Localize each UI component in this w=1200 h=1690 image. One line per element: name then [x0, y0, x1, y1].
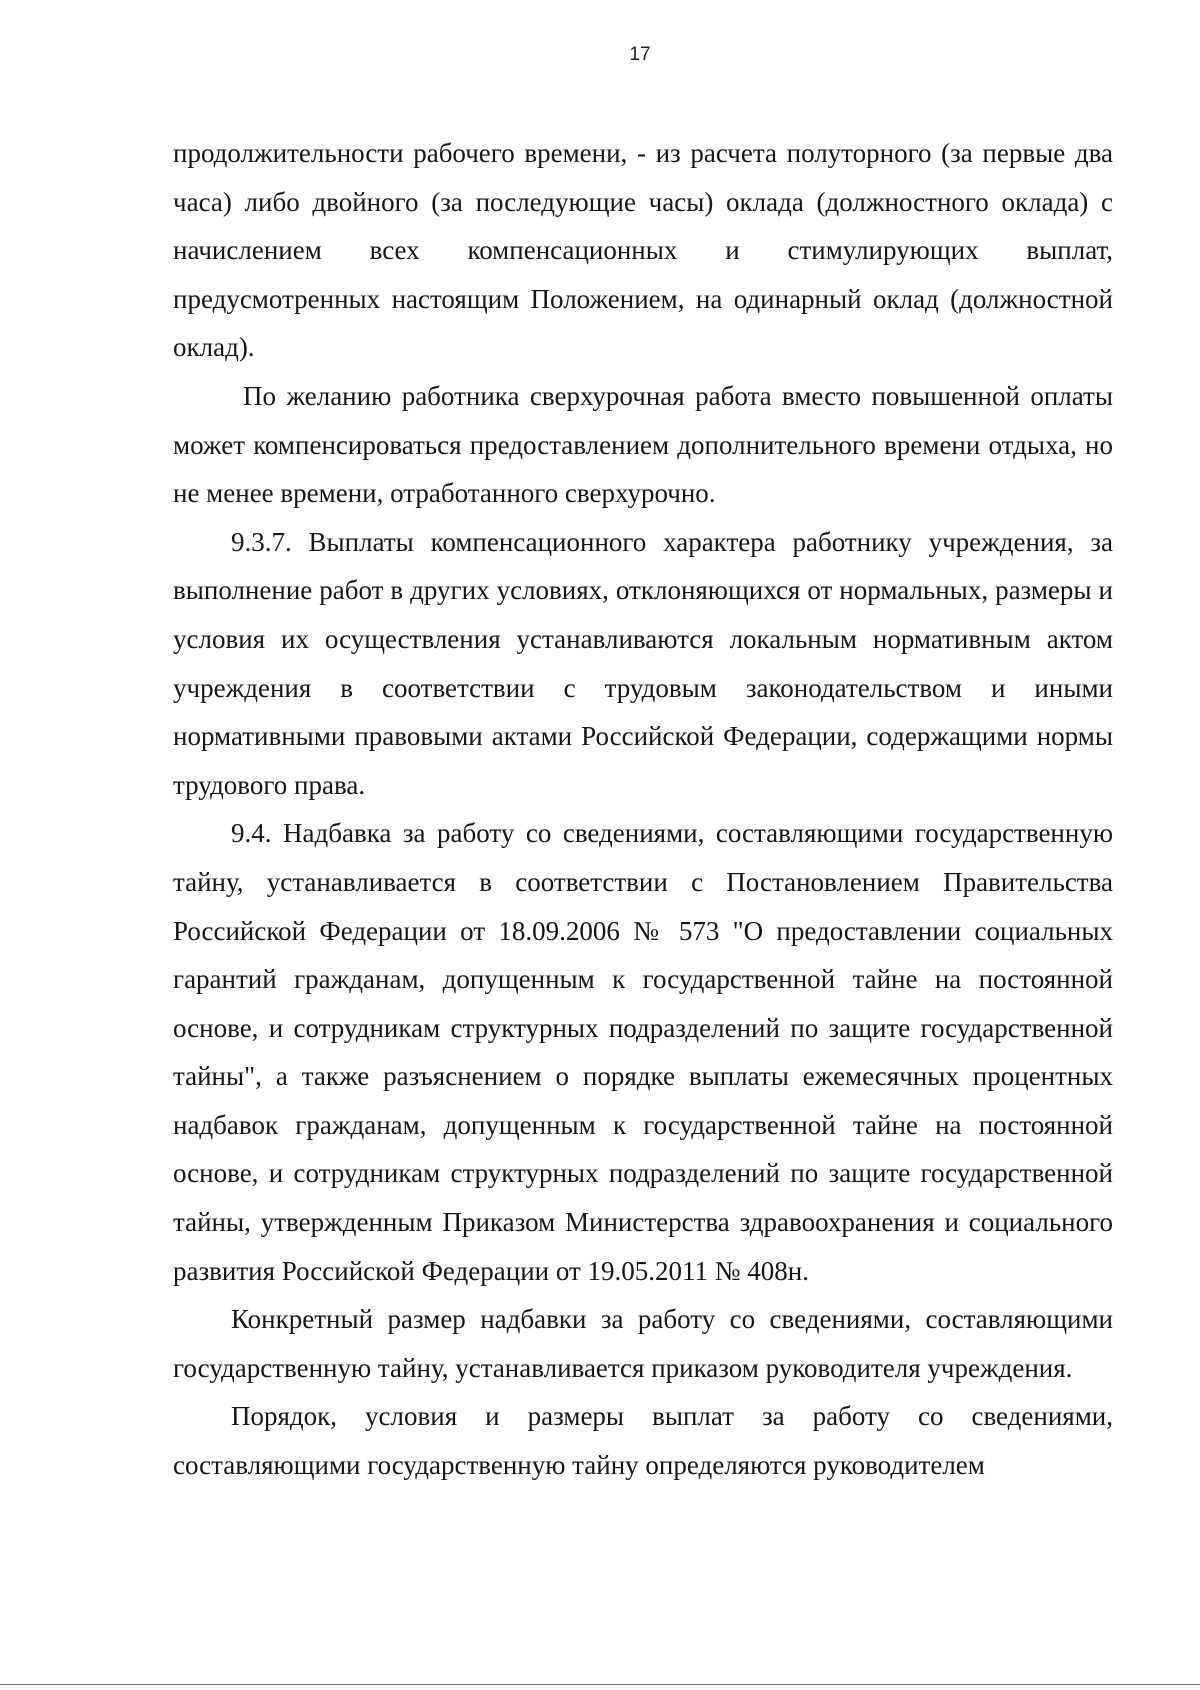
bottom-scan-line	[0, 1684, 1200, 1685]
paragraph-payment-procedure: Порядок, условия и размеры выплат за работу со сведениями, составляющими государственную тайну определяются руководителем	[173, 1401, 1113, 1481]
paragraph-overtime-pay-continued: продолжительности рабочего времени, - из расчета полуторного (за первые два часа) либо двойного (за последующие часы) оклада (должностного оклада) с начислением всех компенсационных и стимулирующих выплат, предусмотренных настоящим Положением, на одинарный оклад (должностной оклад).	[173, 138, 1113, 363]
paragraph-9-4: 9.4. Надбавка за работу со сведениями, составляющими государственную тайну, устанавливается в соответствии с Постановлением Правительства Российской Федерации от 18.09.2006 № 573 "О предоставлении социальных гарантий гражданам, допущенным к государственной тайне на постоянной основе, и сотрудникам структурных подразделений по защите государственной тайны", а также разъяснением о порядке выплаты ежемесячных процентных надбавок гражданам, допущенным к государственной тайне на постоянной основе, и сотрудникам структурных подразделений по защите государственной тайны, утвержденным Приказом Министерства здравоохранения и социального развития Российской Федерации от 19.05.2011 № 408н.	[173, 818, 1113, 1286]
paragraph-overtime-rest-time: По желанию работника сверхурочная работа вместо повышенной оплаты может компенсироваться предоставлением дополнительного времени отдыха, но не менее времени, отработанного сверхурочно.	[173, 380, 1113, 509]
document-body	[173, 129, 1113, 1490]
paragraph-allowance-amount: Конкретный размер надбавки за работу со сведениями, составляющими государственную тайну, устанавливается приказом руководителя учреждения.	[173, 1304, 1113, 1383]
paragraph-9-3-7: 9.3.7. Выплаты компенсационного характера работнику учреждения, за выполнение работ в других условиях, отклоняющихся от нормальных, размеры и условия их осуществления устанавливаются локальным нормативным актом учреждения в соответствии с трудовым законодательством и иными нормативными правовыми актами Российской Федерации, содержащими нормы трудового права.	[173, 526, 1113, 800]
page-number: 17	[629, 44, 651, 65]
